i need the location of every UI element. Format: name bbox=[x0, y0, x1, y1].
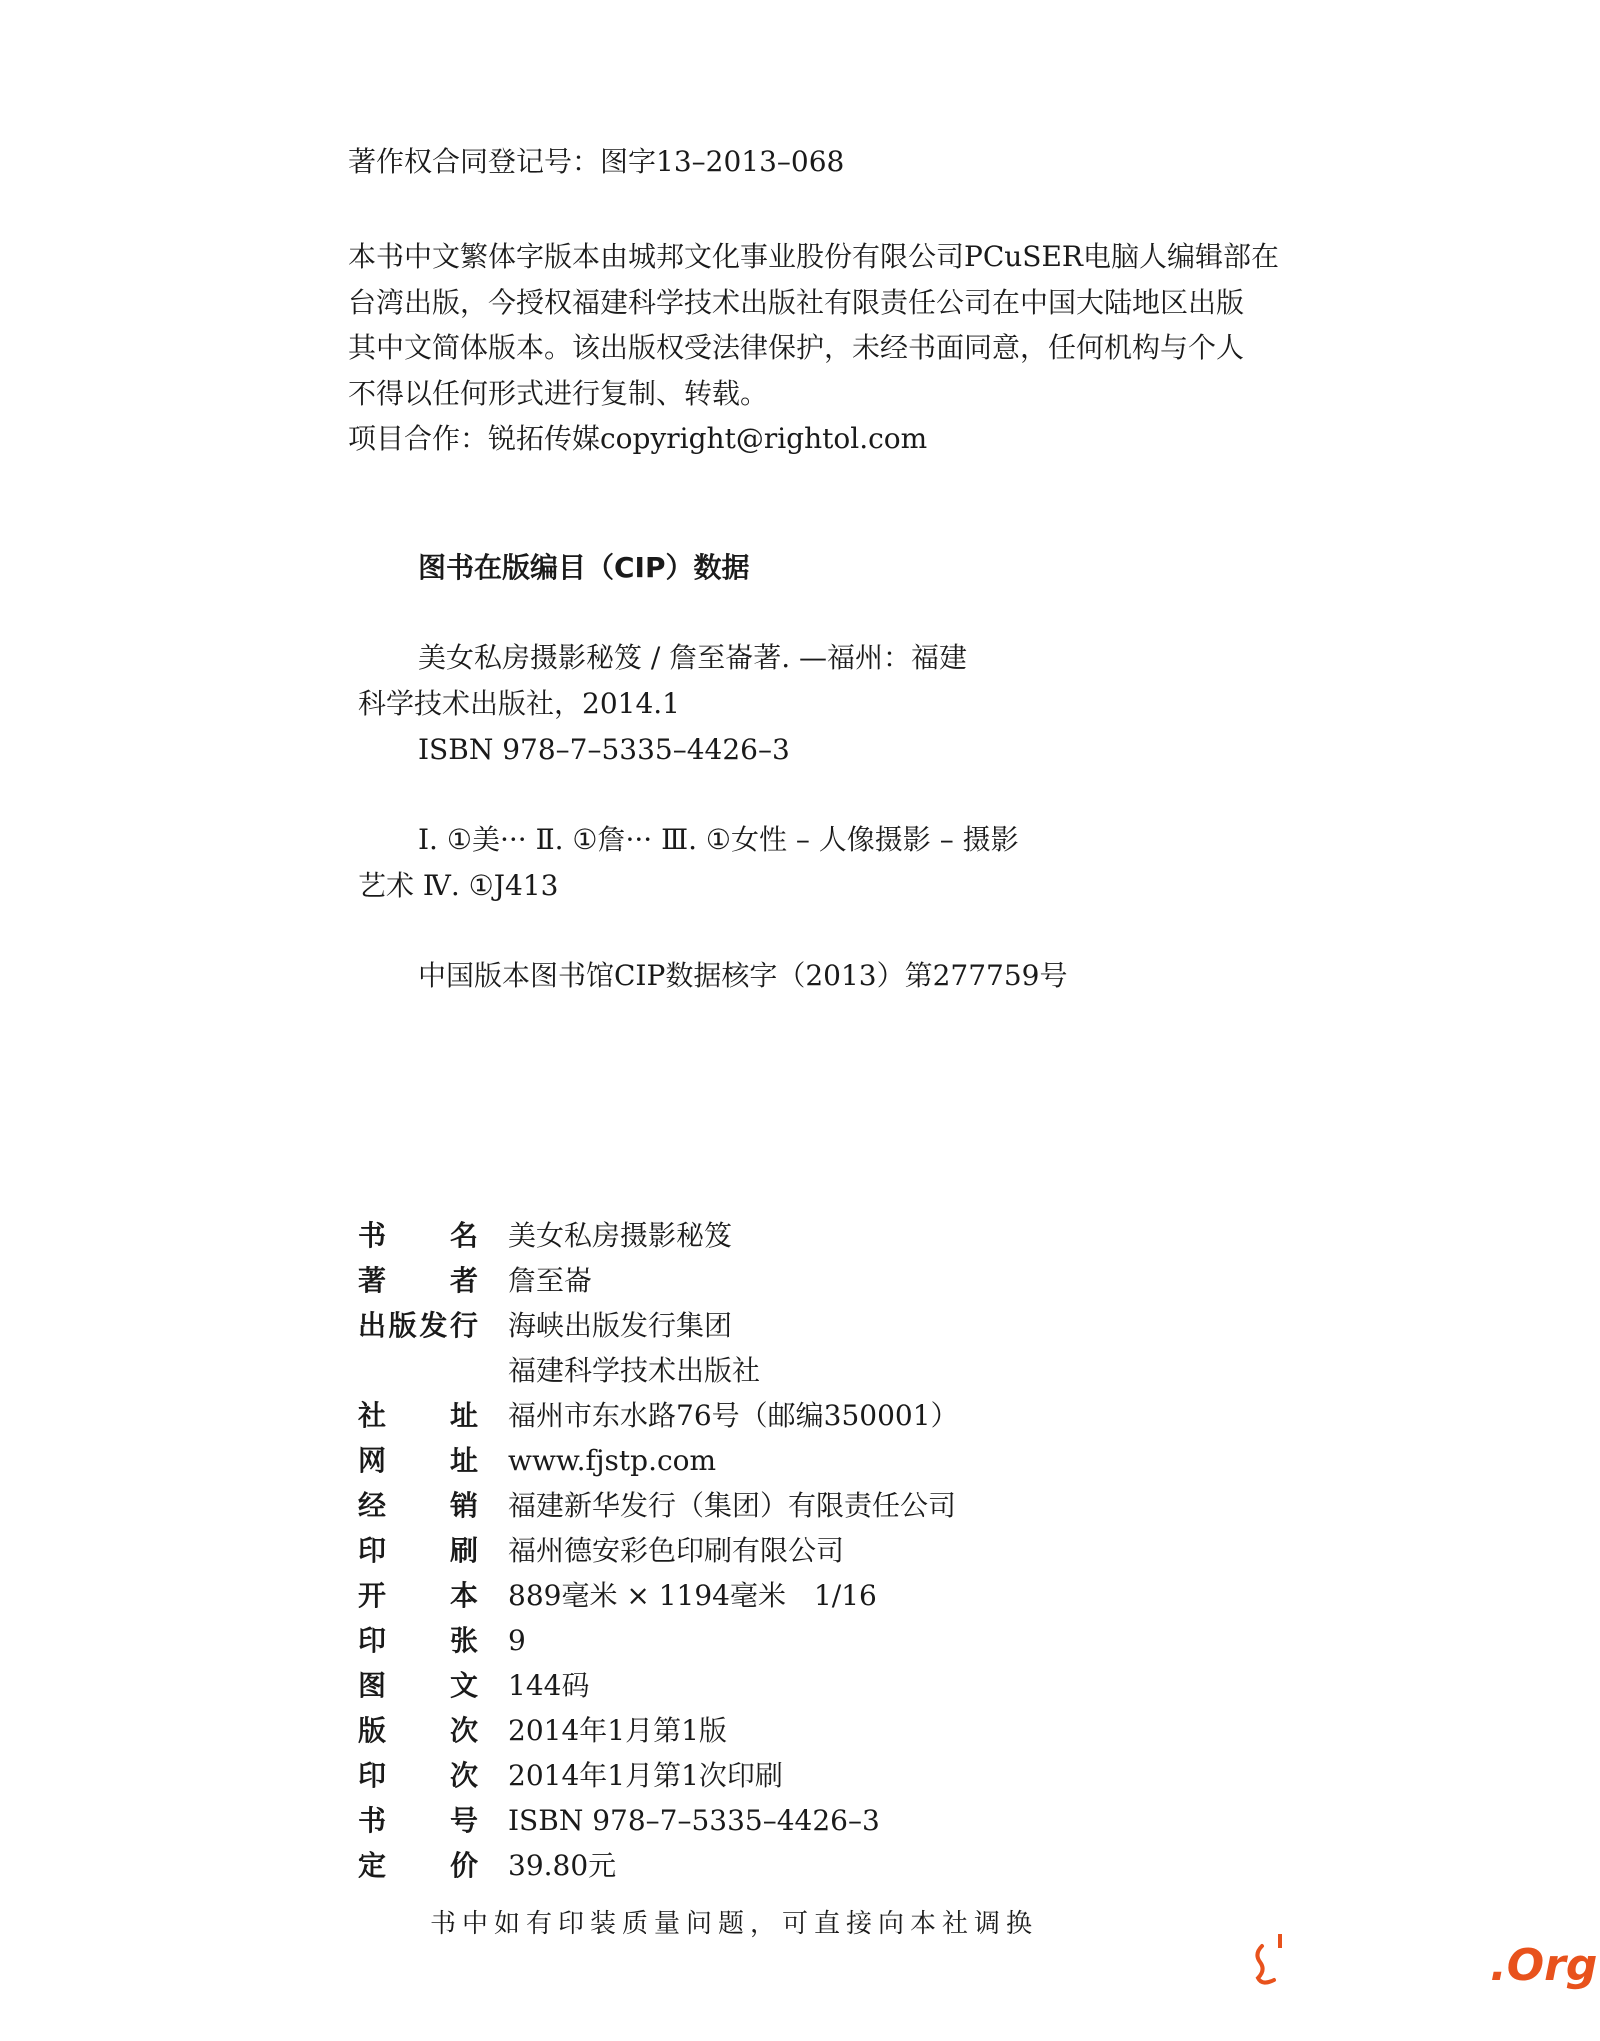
watermark-logo: .Org bbox=[1490, 1940, 1598, 1991]
info-value: 39.80元 bbox=[508, 1849, 617, 1882]
info-value: www.fjstp.com bbox=[508, 1444, 717, 1477]
cip-line: 科学技术出版社，2014.1 bbox=[358, 687, 680, 720]
info-label: 书号 bbox=[358, 1804, 478, 1837]
info-label: 印张 bbox=[358, 1624, 478, 1657]
info-value: 福建新华发行（集团）有限责任公司 bbox=[508, 1489, 957, 1522]
info-value: 144码 bbox=[508, 1669, 590, 1702]
info-label: 开本 bbox=[358, 1579, 478, 1612]
info-value: 福州德安彩色印刷有限公司 bbox=[508, 1534, 845, 1567]
info-value: ISBN 978–7–5335–4426–3 bbox=[508, 1804, 880, 1837]
cip-classification: Ⅰ. ①美··· Ⅱ. ①詹··· Ⅲ. ①女性 – 人像摄影 – 摄影 bbox=[418, 823, 1019, 856]
info-label: 定价 bbox=[358, 1849, 478, 1882]
watermark-mark-icon bbox=[1252, 1928, 1292, 1988]
cip-classification: 艺术 Ⅳ. ①J413 bbox=[358, 869, 559, 902]
info-label: 印次 bbox=[358, 1759, 478, 1792]
info-value: 詹至崙 bbox=[508, 1264, 593, 1297]
info-value: 889毫米 × 1194毫米 1/16 bbox=[508, 1579, 877, 1612]
info-label: 书名 bbox=[358, 1219, 478, 1252]
info-label: 社址 bbox=[358, 1399, 478, 1432]
cip-line: 美女私房摄影秘笈 / 詹至崙著. —福州：福建 bbox=[418, 641, 968, 674]
cip-title: 图书在版编目（CIP）数据 bbox=[418, 551, 750, 584]
info-label: 版次 bbox=[358, 1714, 478, 1747]
license-statement bbox=[348, 234, 1348, 462]
info-label: 网址 bbox=[358, 1444, 478, 1477]
info-value: 9 bbox=[508, 1624, 526, 1657]
info-label: 印刷 bbox=[358, 1534, 478, 1567]
project-cooperation: 项目合作：锐拓传媒copyright@rightol.com bbox=[348, 422, 928, 455]
info-value: 海峡出版发行集团 bbox=[508, 1309, 733, 1342]
info-label: 经销 bbox=[358, 1489, 478, 1522]
info-value: 2014年1月第1次印刷 bbox=[508, 1759, 783, 1792]
info-value: 美女私房摄影秘笈 bbox=[508, 1219, 733, 1252]
license-line: 不得以任何形式进行复制、转载。 bbox=[348, 376, 769, 410]
license-line: 台湾出版，今授权福建科学技术出版社有限责任公司在中国大陆地区出版 bbox=[348, 285, 1245, 319]
cip-isbn: ISBN 978–7–5335–4426–3 bbox=[418, 733, 790, 766]
license-line: 本书中文繁体字版本由城邦文化事业股份有限公司PCuSER电脑人编辑部在 bbox=[348, 240, 1280, 273]
info-label: 著者 bbox=[358, 1264, 478, 1297]
info-label: 出版发行 bbox=[358, 1309, 478, 1342]
info-label: 图文 bbox=[358, 1669, 478, 1702]
info-value: 2014年1月第1版 bbox=[508, 1714, 727, 1747]
info-value: 福建科学技术出版社 bbox=[508, 1354, 761, 1387]
info-value: 福州市东水路76号（邮编350001） bbox=[508, 1399, 959, 1432]
cip-record-number: 中国版本图书馆CIP数据核字（2013）第277759号 bbox=[418, 959, 1068, 992]
quality-notice: 书中如有印装质量问题，可直接向本社调换 bbox=[430, 1909, 1039, 1939]
license-line: 其中文简体版本。该出版权受法律保护，未经书面同意，任何机构与个人 bbox=[348, 331, 1245, 364]
copyright-registration: 著作权合同登记号：图字13–2013–068 bbox=[348, 145, 845, 178]
